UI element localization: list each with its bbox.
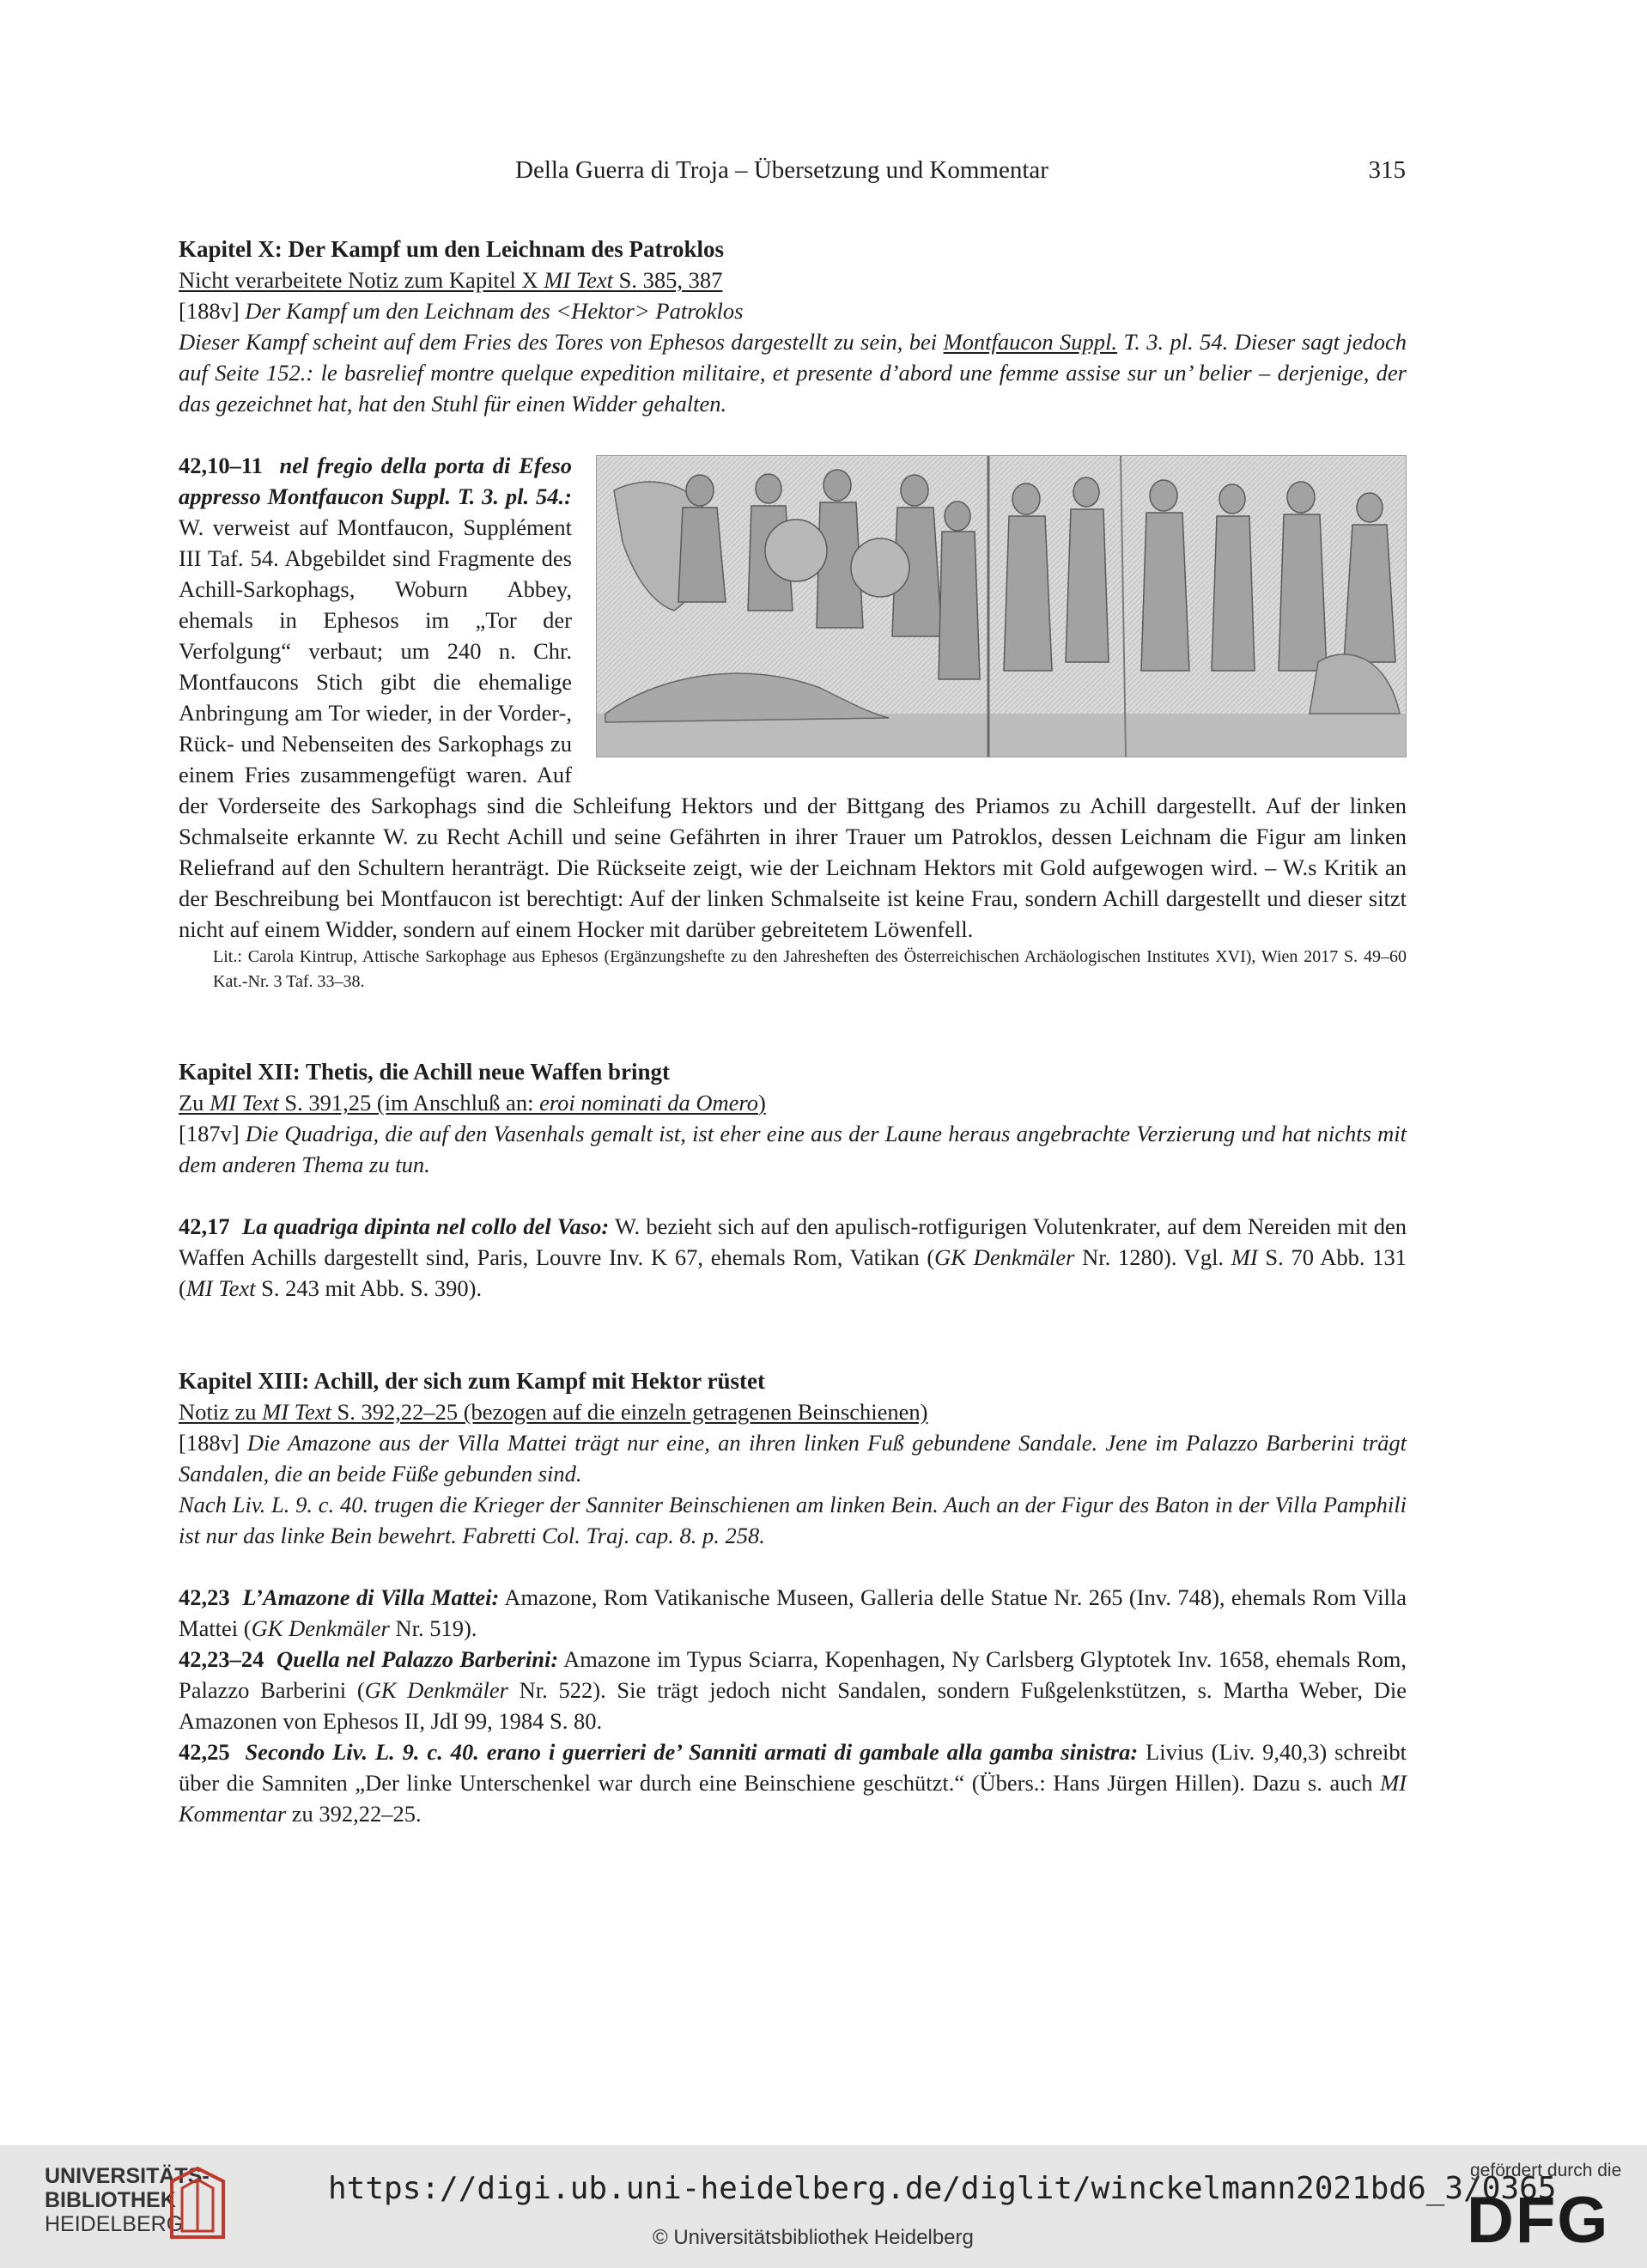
entry-text: Nr. 522). Sie trägt jedoch nicht Sandalen, sondern Fußgelenkstützen, s. Martha Weber, Die Amazonen von Ephesos II, JdI 99, 1984 S. 80.	[179, 1677, 1407, 1734]
running-title: Della Guerra di Troja – Übersetzung und Kommentar	[515, 156, 1048, 184]
entry-text: GK Denkmäler	[934, 1244, 1075, 1270]
entry-42-17	[179, 1211, 1407, 1304]
entry-text: GK Denkmäler	[364, 1677, 508, 1703]
note-12-c: S. 391,25 (im Anschluß an:	[278, 1090, 540, 1116]
entry-text: Amazone im Typus Sciarra, Kopenhagen, Ny Carlsberg Glyptotek Inv. 1658, ehemals Rom, Palazzo Barberini (	[179, 1646, 1407, 1703]
entry-text: S. 243 mit Abb. S. 390).	[255, 1275, 483, 1301]
sarcophagus-engraving-figure	[596, 455, 1407, 757]
note-10-b: MI Text	[544, 267, 614, 293]
note-10-a: Nicht verarbeitete Notiz zum Kapitel X	[179, 267, 544, 293]
entry-42-23-24	[179, 1644, 1407, 1736]
entry-text: Amazone, Rom Vatikanische Museen, Galleria delle Statue Nr. 265 (Inv. 748), ehemals Rom Villa Mattei (	[179, 1584, 1407, 1641]
source-text-13: Die Amazone aus der Villa Mattei trägt nur eine, an ihren linken Fuß gebundene Sandale. Jene im Palazzo Barberini trägt Sandalen, die an beide Füße gebunden sind.	[179, 1430, 1407, 1487]
copyright-notice: © Universitätsbibliothek Heidelberg	[653, 2226, 974, 2249]
main-content	[179, 234, 1407, 1829]
library-logo-icon	[163, 2164, 232, 2241]
para-10-b: T. 3. pl. 54. Dieser sagt jedoch auf Seite 152.: le basrelief montre quelque expedition militaire, et presente d’abord une femme assise sur un’ belier – derjenige, der das gezeichnet hat, hat den Stuhl für einen Widder gehalten.	[179, 329, 1407, 417]
entry-text: Livius (Liv. 9,40,3) schreibt über die Samniten „Der linke Unterschenkel war durch eine Beinschiene geschützt.“ (Übers.: Hans Jürgen Hillen). Dazu s. auch	[179, 1739, 1407, 1796]
chapter-13-source-2: Nach Liv. L. 9. c. 40. trugen die Krieger der Sanniter Beinschienen am linken Bein. Auch an der Figur des Baton in der Villa Pamphili ist nur das linke Bein bewehrt. Fabretti Col. Traj. cap. 8. p. 258.	[179, 1492, 1407, 1548]
entry-text: S. 70 Abb. 131 (	[179, 1244, 1407, 1301]
relief-frieze-illustration	[597, 456, 1406, 757]
library-name-line: HEIDELBERG	[45, 2212, 184, 2236]
entry-number: 42,23	[179, 1584, 230, 1610]
page-number: 315	[1368, 156, 1406, 184]
note-13-b: MI Text	[262, 1399, 331, 1425]
note-12-b: MI Text	[210, 1090, 279, 1116]
entry-lemma: Secondo Liv. L. 9. c. 40. erano i guerrieri de’ Sanniti armati di gambale alla gamba sinistra:	[245, 1739, 1139, 1765]
entry-text: GK Denkmäler	[251, 1615, 390, 1641]
entry-text: MI Text	[185, 1275, 256, 1301]
source-text-12: Die Quadriga, die auf den Vasenhals gemalt ist, ist eher eine aus der Laune heraus angebrachte Verzierung und hat nichts mit dem anderen Thema zu tun.	[179, 1121, 1407, 1177]
note-10-c: S. 385, 387	[613, 267, 723, 293]
note-12-d: eroi nominati da Omero	[539, 1090, 758, 1116]
chapter-10-source	[179, 295, 1407, 326]
page-url-link[interactable]: https://digi.ub.uni-heidelberg.de/diglit/winckelmann2021bd6_3/0365	[328, 2171, 1557, 2206]
entry-text: Nr. 1280). Vgl.	[1074, 1244, 1231, 1270]
literature-note: Lit.: Carola Kintrup, Attische Sarkophage aus Ephesos (Ergänzungshefte zu den Jahresheften des Österreichischen Archäologischen Institutes XVI), Wien 2017 S. 49–60 Kat.-Nr. 3 Taf. 33–38.	[213, 947, 1407, 991]
entry-lemma: Quella nel Palazzo Barberini:	[277, 1646, 559, 1672]
entry-text: W. bezieht sich auf den apulisch-rotfigurigen Volutenkrater, auf dem Nereiden mit den Waffen Achills dargestellt sind, Paris, Louvre Inv. K 67, ehemals Rom, Vatikan (	[179, 1213, 1407, 1270]
entry-42-25	[179, 1736, 1407, 1829]
entry-text: zu 392,22–25.	[286, 1801, 422, 1827]
note-13-c: S. 392,22–25 (bezogen auf die einzeln getragenen Beinschienen)	[331, 1399, 928, 1425]
para-10-a: Dieser Kampf scheint auf dem Fries des Tores von Ephesos dargestellt zu sein, bei	[179, 329, 944, 355]
entry-number: 42,25	[179, 1739, 230, 1765]
entry-text: Nr. 519).	[389, 1615, 477, 1641]
entry-text: W. verweist auf Montfaucon, Supplément III Taf. 54. Abgebildet sind Fragmente des Achill-Sarkophags, Woburn Abbey, ehemals in Ephesos im „Tor der Verfolgung“ verbaut; um 240 n. Chr. Montfaucons Stich gibt die ehemalige Anbringung am Tor wieder, in der Vorder-, Rück- und Nebenseiten des Sarkophags zu einem Fries zusammengefügt waren. Auf der Vorderseite des Sarkophags sind die Schleifung Hektors und der Bittgang des Priamos zu Achill dargestellt. Auf der linken Schmalseite erkannte W. zu Recht Achill und seine Gefährten in ihrer Trauer um Patroklos, dessen Leichnam die Figur am linken Reliefrand auf den Schultern heranträgt. Die Rückseite zeigt, wie der Leichnam Hektors mit Gold aufgewogen wird. – W.s Kritik an der Beschreibung bei Montfaucon ist berechtigt: Auf der linken Schmalseite ist keine Frau, sondern Achill dargestellt und dieser sitzt nicht auf einem Widder, sondern auf einem Hocker mit darüber gebreitetem Löwenfell.	[179, 514, 1407, 942]
note-13-a: Notiz zu	[179, 1399, 263, 1425]
source-ref-13: [188v]	[179, 1430, 247, 1456]
chapter-heading-13: Kapitel XIII: Achill, der sich zum Kampf mit Hektor rüstet	[179, 1368, 765, 1394]
chapter-13-source	[179, 1427, 1407, 1489]
chapter-10-paragraph	[179, 326, 1407, 419]
source-ref-10: [188v]	[179, 298, 246, 324]
note-12-a: Zu	[179, 1090, 210, 1116]
entry-text: MI Kommentar	[179, 1770, 1407, 1827]
chapter-12-source	[179, 1118, 1407, 1180]
note-12-part	[179, 1090, 766, 1116]
digitization-footer	[0, 2145, 1647, 2268]
entry-lemma: La quadriga dipinta nel collo del Vaso:	[241, 1213, 610, 1239]
chapter-10-note	[179, 264, 1407, 295]
entry-lemma: nel fregio della porta di Efeso appresso Montfaucon Suppl. T. 3. pl. 54.:	[179, 453, 573, 509]
entry-number: 42,23–24	[179, 1646, 264, 1672]
chapter-13-note	[179, 1396, 1407, 1427]
note-12-e: )	[757, 1090, 766, 1116]
chapter-heading-10: Kapitel X: Der Kampf um den Leichnam des Patroklos	[179, 236, 725, 262]
entry-42-23	[179, 1582, 1407, 1644]
entry-number: 42,10–11	[179, 453, 263, 478]
entry-text: MI	[1231, 1244, 1258, 1270]
note-13-part	[179, 1399, 928, 1425]
note-10-part	[179, 267, 722, 293]
library-name-line: UNIVERSITÄTS-	[45, 2164, 210, 2188]
source-title-10: Der Kampf um den Leichnam des <Hektor> Patroklos	[245, 298, 744, 324]
chapter-12-note	[179, 1087, 1407, 1118]
chapter-heading-12: Kapitel XII: Thetis, die Achill neue Waffen bringt	[179, 1059, 671, 1085]
source-ref-12: [187v]	[179, 1121, 246, 1146]
para-10-underlined: Montfaucon Suppl.	[943, 329, 1118, 355]
funding-label: gefördert durch die	[1470, 2161, 1622, 2180]
dfg-logo: DFG	[1467, 2184, 1610, 2257]
library-name-line: BIBLIOTHEK	[45, 2188, 176, 2212]
entry-number: 42,17	[179, 1213, 230, 1239]
entry-lemma: L’Amazone di Villa Mattei:	[242, 1584, 500, 1610]
